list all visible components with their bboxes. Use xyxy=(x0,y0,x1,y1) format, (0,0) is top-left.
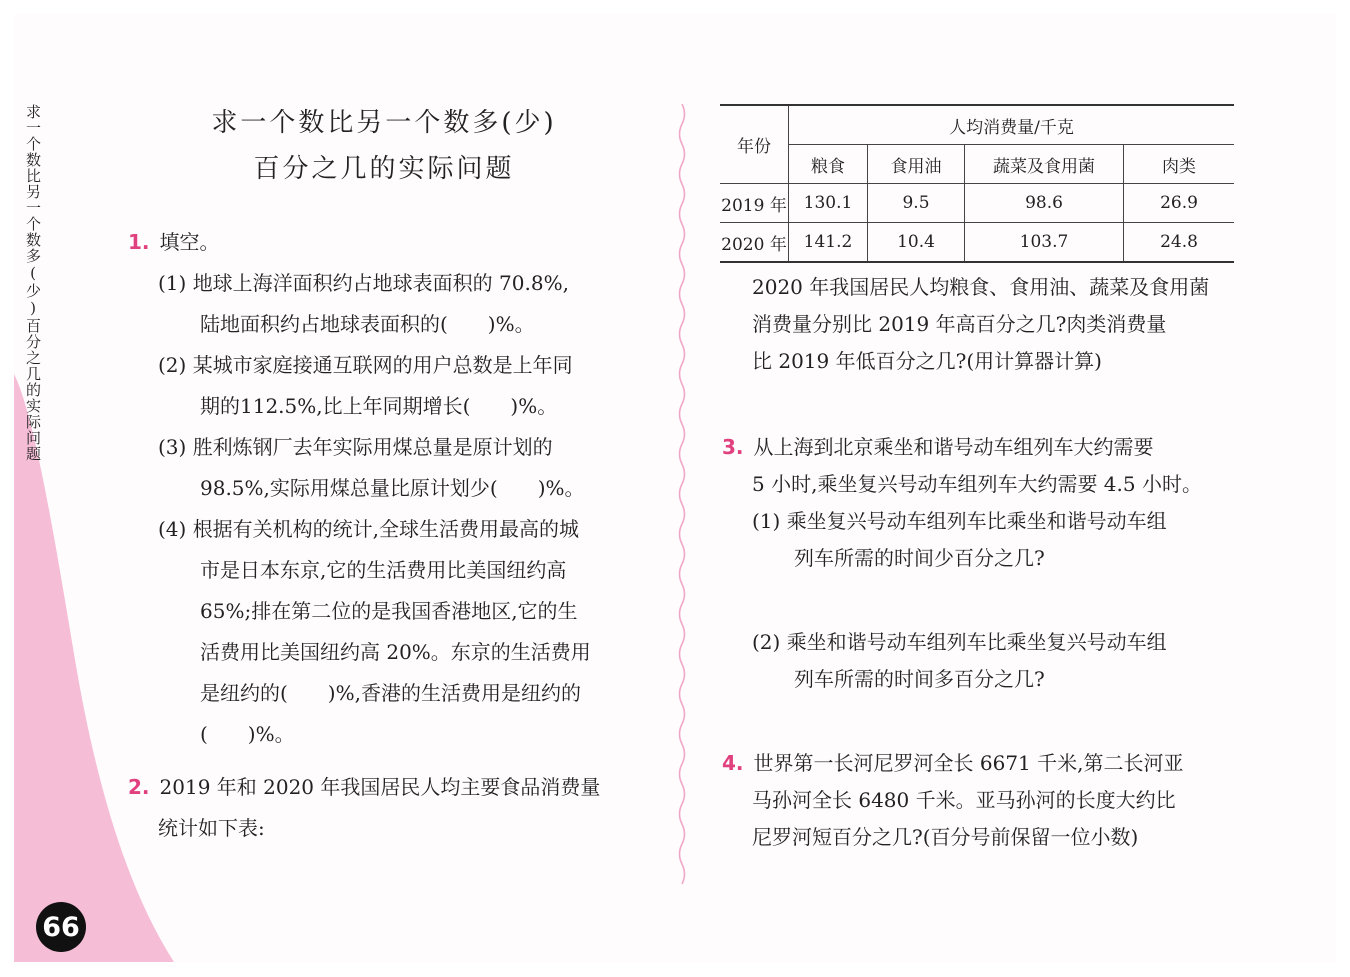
q1-p4-line2: 市是日本东京,它的生活费用比美国纽约高 xyxy=(200,558,567,582)
q1-part3 xyxy=(158,427,585,509)
q1-p3-line2: 98.5%,实际用煤总量比原计划少( )%。 xyxy=(200,476,585,500)
q2-text xyxy=(128,767,600,849)
cell-meat: 26.9 xyxy=(1124,184,1235,223)
q3-p1-line2: 列车所需的时间少百分之几? xyxy=(794,546,1045,570)
q3-part2 xyxy=(752,624,1167,698)
cell-vegetables: 98.6 xyxy=(965,184,1124,223)
q3-p2-line1: (2) 乘坐和谐号动车组列车比乘坐复兴号动车组 xyxy=(752,630,1167,654)
col-header-grain: 粮食 xyxy=(789,145,868,184)
row-year: 2020 年 xyxy=(720,223,789,263)
q2-number: 2. xyxy=(128,775,150,799)
cell-oil: 9.5 xyxy=(868,184,965,223)
cell-grain: 130.1 xyxy=(789,184,868,223)
consumption-table xyxy=(720,104,1234,263)
q4-line1: 世界第一长河尼罗河全长 6671 千米,第二长河亚 xyxy=(753,751,1184,775)
col-header-vegetables: 蔬菜及食用菌 xyxy=(965,145,1124,184)
workbook-page xyxy=(14,14,1336,962)
q2-line2: 统计如下表: xyxy=(158,816,265,840)
q1-p4-line6: ( )%。 xyxy=(200,722,295,746)
cell-vegetables: 103.7 xyxy=(965,223,1124,263)
q1-part1 xyxy=(158,263,569,345)
page-number: 66 xyxy=(36,902,86,952)
table-row xyxy=(720,184,1234,223)
q1-part4 xyxy=(158,509,591,755)
q3-p1-line1: (1) 乘坐复兴号动车组列车比乘坐和谐号动车组 xyxy=(752,509,1167,533)
cell-meat: 24.8 xyxy=(1124,223,1235,263)
q2-question xyxy=(752,269,1209,380)
q4-number: 4. xyxy=(722,751,744,775)
cell-oil: 10.4 xyxy=(868,223,965,263)
q1-p4-line5: 是纽约的( )%,香港的生活费用是纽约的 xyxy=(200,681,581,705)
col-header-meat: 肉类 xyxy=(1124,145,1235,184)
q4-line3: 尼罗河短百分之几?(百分号前保留一位小数) xyxy=(752,825,1139,849)
q2-question-line1: 2020 年我国居民人均粮食、食用油、蔬菜及食用菌 xyxy=(752,275,1210,299)
q3-text xyxy=(722,429,1202,503)
q3-number: 3. xyxy=(722,435,744,459)
title-line-2: 百分之几的实际问题 xyxy=(253,154,515,184)
q1-part2 xyxy=(158,345,573,427)
side-title: 求一个数比另一个数多(少)百分之几的实际问题 xyxy=(24,104,42,462)
wavy-divider xyxy=(674,104,690,884)
q1-heading xyxy=(128,222,220,263)
q3-line1: 从上海到北京乘坐和谐号动车组列车大约需要 xyxy=(753,435,1154,459)
q3-part1 xyxy=(752,503,1167,577)
q1-p4-line3: 65%;排在第二位的是我国香港地区,它的生 xyxy=(200,599,578,623)
col-header-oil: 食用油 xyxy=(868,145,965,184)
q3-line2: 5 小时,乘坐复兴号动车组列车大约需要 4.5 小时。 xyxy=(752,472,1202,496)
q1-p3-line1: (3) 胜利炼钢厂去年实际用煤总量是原计划的 xyxy=(158,435,553,459)
q1-head: 填空。 xyxy=(159,230,220,254)
row-year: 2019 年 xyxy=(720,184,789,223)
q1-number: 1. xyxy=(128,230,150,254)
q1-p1-line1: (1) 地球上海洋面积约占地球表面积的 70.8%, xyxy=(158,271,569,295)
q4-text xyxy=(722,745,1184,856)
cell-grain: 141.2 xyxy=(789,223,868,263)
year-header: 年份 xyxy=(720,105,789,184)
q2-question-line2: 消费量分别比 2019 年高百分之几?肉类消费量 xyxy=(752,312,1167,336)
group-header: 人均消费量/千克 xyxy=(789,105,1235,145)
q1-p1-line2: 陆地面积约占地球表面积的( )%。 xyxy=(200,312,535,336)
title-line-1: 求一个数比另一个数多(少) xyxy=(211,108,557,138)
q1-p4-line4: 活费用比美国纽约高 20%。东京的生活费用 xyxy=(200,640,591,664)
q2-question-line3: 比 2019 年低百分之几?(用计算器计算) xyxy=(752,349,1102,373)
page-title xyxy=(164,100,604,192)
q1-p2-line1: (2) 某城市家庭接通互联网的用户总数是上年同 xyxy=(158,353,573,377)
q2-line1: 2019 年和 2020 年我国居民人均主要食品消费量 xyxy=(159,775,601,799)
q1-p2-line2: 期的112.5%,比上年同期增长( )%。 xyxy=(200,394,558,418)
table-row xyxy=(720,223,1234,263)
q1-p4-line1: (4) 根据有关机构的统计,全球生活费用最高的城 xyxy=(158,517,580,541)
q4-line2: 马孙河全长 6480 千米。亚马孙河的长度大约比 xyxy=(752,788,1176,812)
q3-p2-line2: 列车所需的时间多百分之几? xyxy=(794,667,1045,691)
